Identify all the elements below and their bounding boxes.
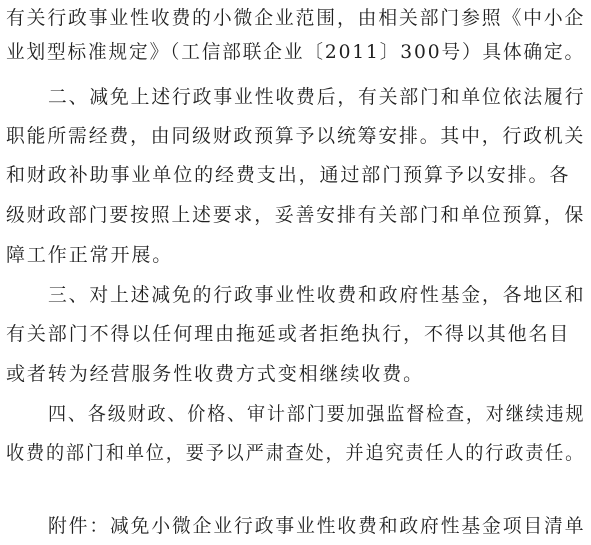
- body-line: 有关行政事业性收费的小微企业范围，由相关部门参照《中小企: [6, 7, 586, 29]
- body-line: 收费的部门和单位，要予以严肃查处，并追究责任人的行政责任。: [6, 442, 586, 464]
- body-line: 级财政部门要按照上述要求，妥善安排有关部门和单位预算，保: [6, 204, 586, 226]
- body-line: 或者转为经营服务性收费方式变相继续收费。: [6, 363, 425, 385]
- body-line: 业划型标准规定》（工信部联企业〔2011〕300号）具体确定。: [6, 41, 586, 63]
- body-line: 职能所需经费，由同级财政预算予以统筹安排。其中，行政机关: [6, 125, 586, 147]
- body-line: 有关部门不得以任何理由拖延或者拒绝执行，不得以其他名目: [6, 323, 571, 345]
- attachment-line: 附件：减免小微企业行政事业性收费和政府性基金项目清单: [48, 515, 586, 537]
- body-line: 和财政补助事业单位的经费支出，通过部门预算予以安排。各: [6, 164, 571, 186]
- paragraph-4-first-line: 四、各级财政、价格、审计部门要加强监督检查，对继续违规: [48, 403, 586, 425]
- paragraph-3-first-line: 三、对上述减免的行政事业性收费和政府性基金，各地区和: [48, 284, 586, 306]
- body-line: 障工作正常开展。: [6, 244, 174, 266]
- paragraph-2-first-line: 二、减免上述行政事业性收费后，有关部门和单位依法履行: [48, 86, 586, 108]
